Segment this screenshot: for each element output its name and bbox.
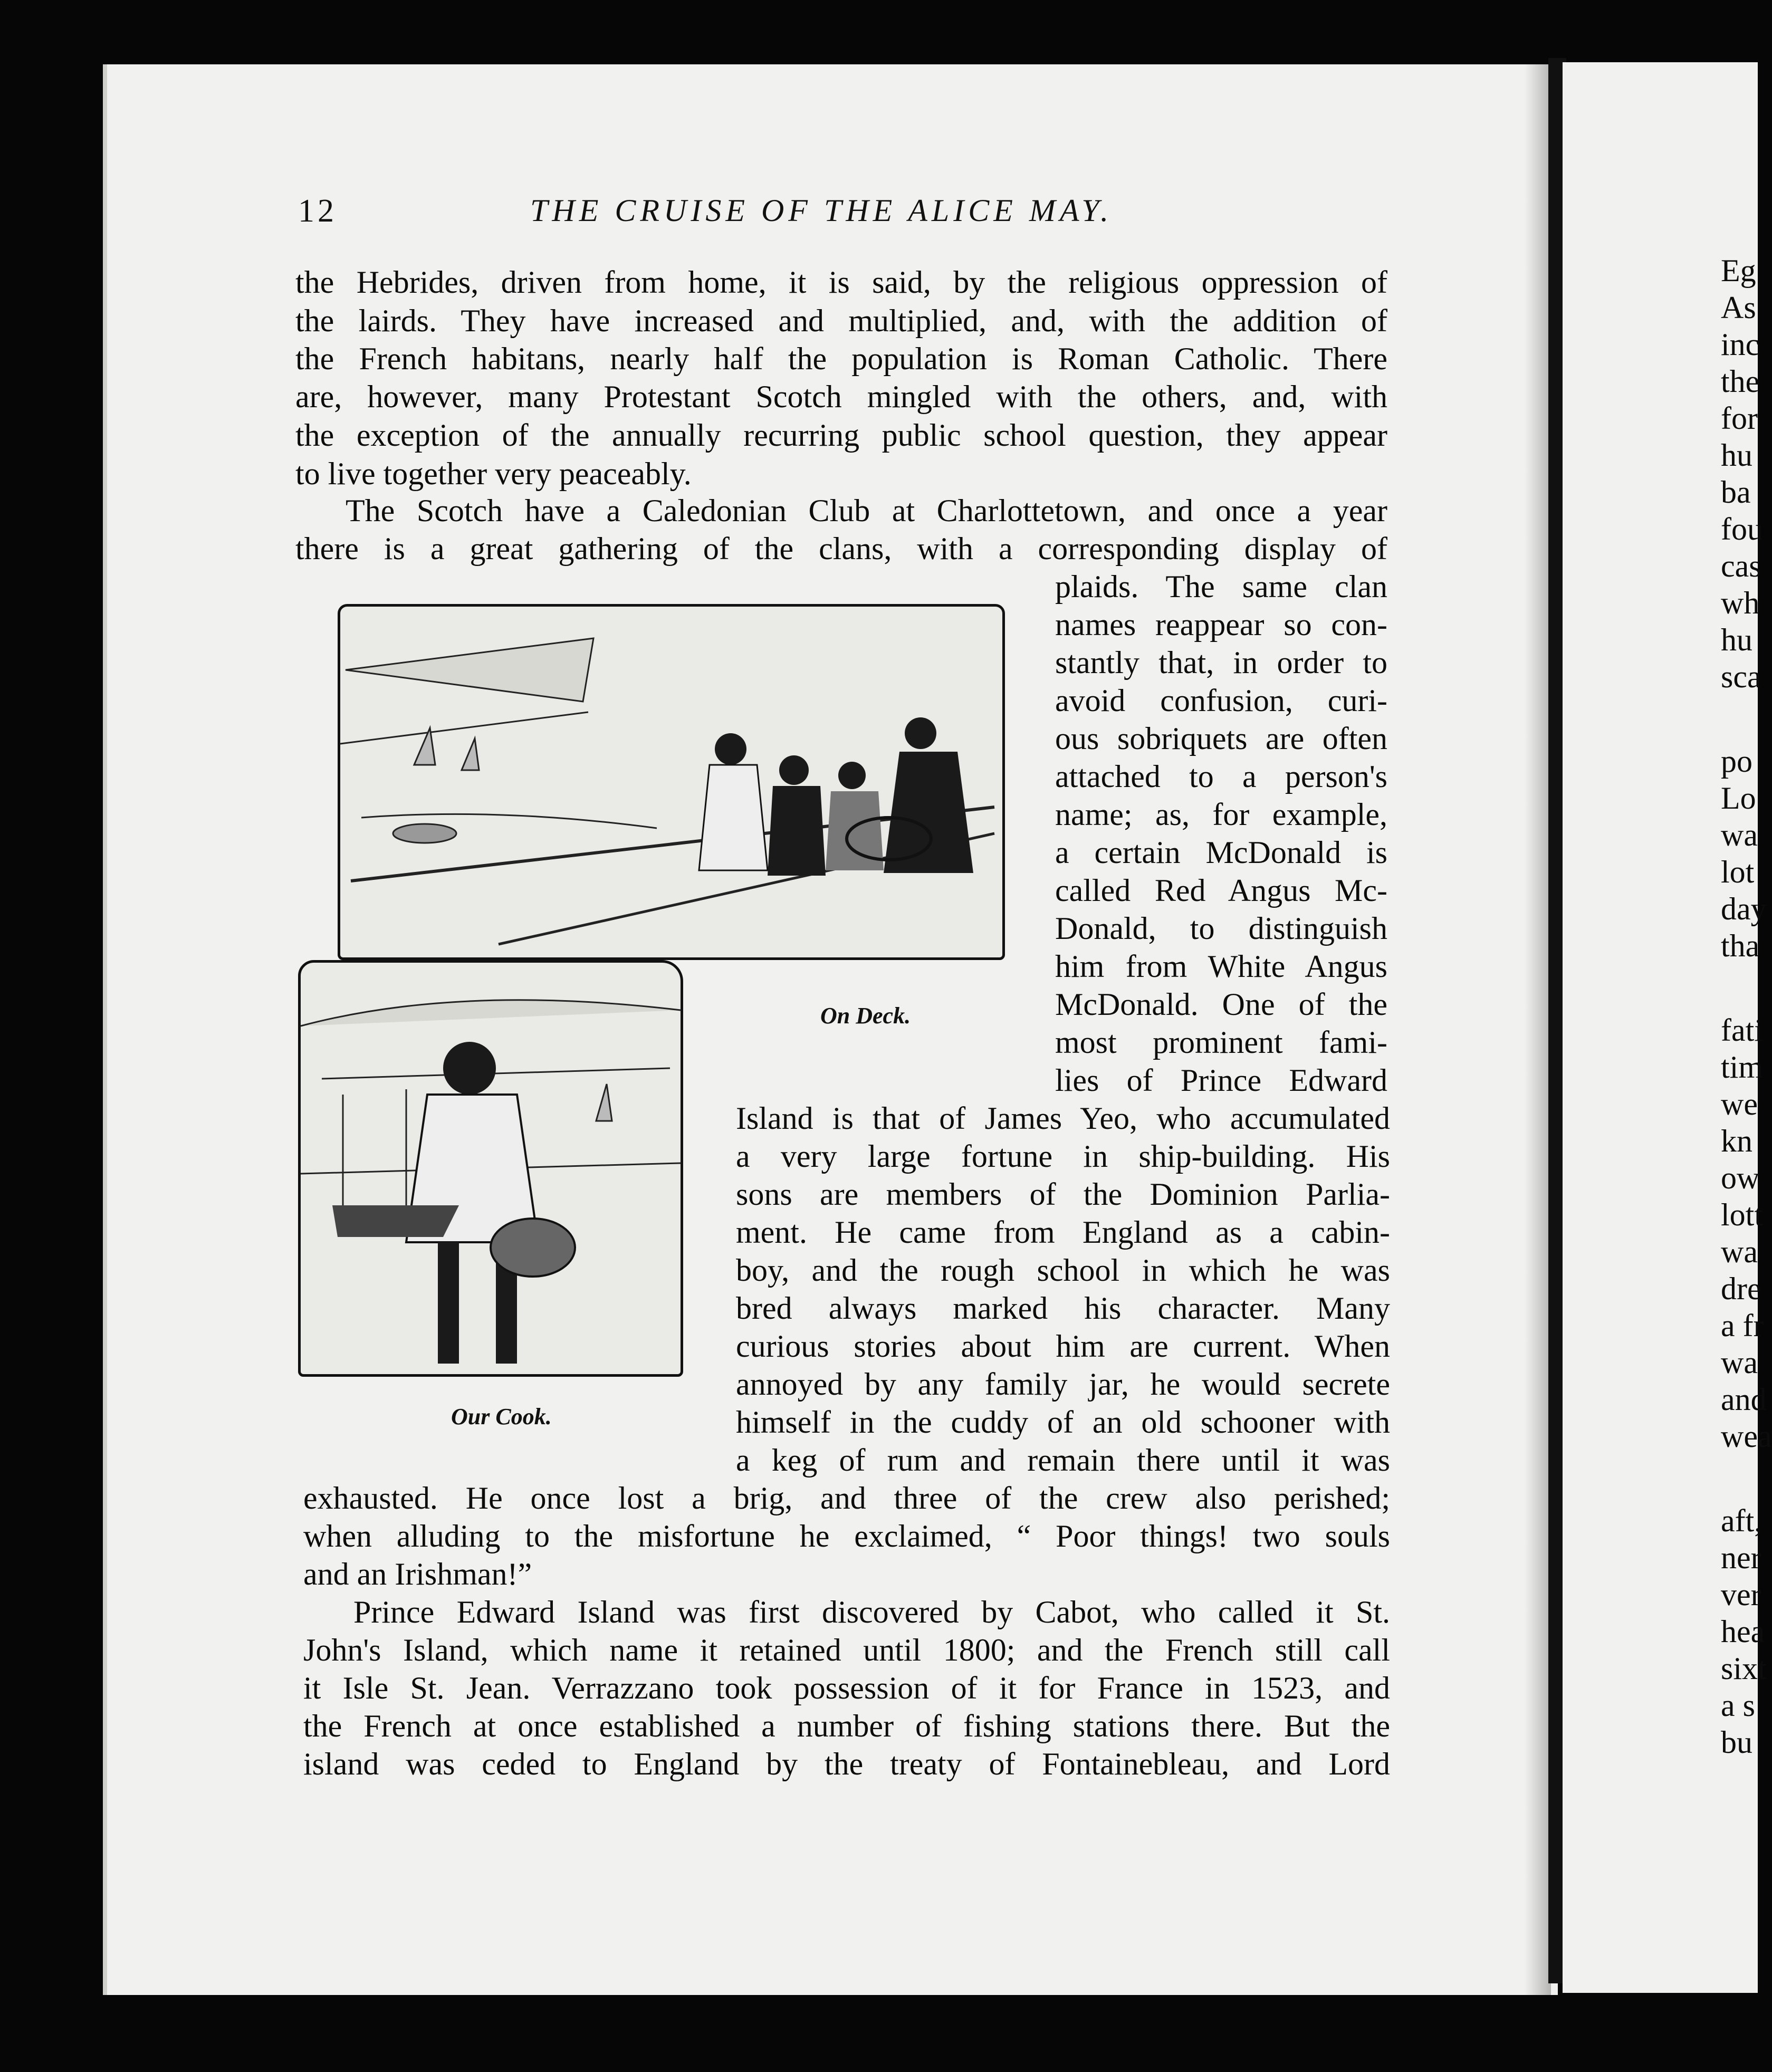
right-page-fragment: ow xyxy=(1721,1160,1760,1195)
right-page-fragment: po xyxy=(1721,744,1752,779)
right-page-fragment: for xyxy=(1721,401,1758,436)
text-line: The Scotch have a Caledonian Club at Charlottetown, and once a year xyxy=(346,493,1387,528)
right-page-fragment: inc xyxy=(1721,327,1760,362)
right-page-fragment: wh xyxy=(1721,586,1760,620)
text-line: there is a great gathering of the clans, with a corresponding display of xyxy=(295,531,1387,566)
text-line: the French at once established a number of fishing stations there. But the xyxy=(303,1709,1390,1743)
text-line: name; as, for example, xyxy=(1055,797,1387,832)
right-page-fragment: ner xyxy=(1721,1540,1761,1575)
text-line: attached to a person's xyxy=(1055,759,1387,794)
right-page-fragment: sixt xyxy=(1721,1651,1767,1686)
text-line: names reappear so con- xyxy=(1055,607,1387,642)
sailing-scene-drawing xyxy=(340,607,1002,957)
text-line: the lairds. They have increased and multiplied, and, with the addition of xyxy=(295,303,1387,338)
text-line: avoid confusion, curi- xyxy=(1055,683,1387,718)
right-page-fragment: and xyxy=(1721,1382,1767,1417)
right-page-fragment: lott xyxy=(1721,1197,1764,1232)
text-line: a very large fortune in ship-building. His xyxy=(736,1139,1390,1174)
text-line: Island is that of James Yeo, who accumulated xyxy=(736,1101,1390,1136)
text-line: sons are members of the Dominion Parlia- xyxy=(736,1177,1390,1212)
on-deck-caption: On Deck. xyxy=(820,1003,911,1029)
right-page-fragment: fati xyxy=(1721,1013,1763,1048)
page-header xyxy=(298,193,1416,240)
text-line: Prince Edward Island was first discovered by Cabot, who called it St. xyxy=(353,1595,1390,1629)
text-line: the Hebrides, driven from home, it is said, by the religious oppression of xyxy=(295,265,1387,300)
text-line: bred always marked his character. Many xyxy=(736,1291,1390,1326)
right-page-fragment: wa xyxy=(1721,1345,1758,1380)
text-line: annoyed by any family jar, he would secrete xyxy=(736,1367,1390,1402)
text-line: plaids. The same clan xyxy=(1055,569,1387,604)
text-line: island was ceded to England by the treaty of Fontainebleau, and Lord xyxy=(303,1747,1390,1781)
text-line: John's Island, which name it retained until 1800; and the French still call xyxy=(303,1633,1390,1667)
text-line: stantly that, in order to xyxy=(1055,645,1387,680)
right-page-fragment: wa xyxy=(1721,1234,1758,1269)
right-page-fragment: lot xyxy=(1721,855,1755,889)
our-cook-illustration xyxy=(298,960,683,1377)
text-line: exhausted. He once lost a brig, and three of the crew also perished; xyxy=(303,1481,1390,1515)
right-page-fragment: wea xyxy=(1721,1419,1772,1454)
gutter-shadow xyxy=(1525,64,1551,1995)
text-line: him from White Angus xyxy=(1055,949,1387,984)
right-page-fragment: kn xyxy=(1721,1124,1752,1158)
text-line: to live together very peaceably. xyxy=(295,456,692,491)
text-line: ment. He came from England as a cabin- xyxy=(736,1215,1390,1250)
right-page-fragment: fou xyxy=(1721,512,1763,546)
right-page-fragment: ver xyxy=(1721,1577,1761,1612)
text-line: when alluding to the misfortune he exclaimed, “ Poor things! two souls xyxy=(303,1519,1390,1553)
right-page-fragment: wa xyxy=(1721,818,1758,852)
text-line: most prominent fami- xyxy=(1055,1025,1387,1060)
text-line: a certain McDonald is xyxy=(1055,835,1387,870)
right-page-fragment: cas xyxy=(1721,549,1761,583)
text-line: ous sobriquets are often xyxy=(1055,721,1387,756)
right-page-fragment: aft, xyxy=(1721,1503,1763,1538)
right-page-fragment: hu xyxy=(1721,438,1752,473)
page-number: 12 xyxy=(298,193,337,229)
text-line: a keg of rum and remain there until it was xyxy=(736,1443,1390,1478)
text-line: boy, and the rough school in which he was xyxy=(736,1253,1390,1288)
text-line: it Isle St. Jean. Verrazzano took possession of it for France in 1523, and xyxy=(303,1671,1390,1705)
right-page-fragment: tha xyxy=(1721,928,1760,963)
text-line: the exception of the annually recurring public school question, they appear xyxy=(295,418,1387,453)
text-line: Donald, to distinguish xyxy=(1055,911,1387,946)
text-line: the French habitans, nearly half the population is Roman Catholic. There xyxy=(295,341,1387,376)
right-page-fragment: ba xyxy=(1721,475,1751,510)
right-page-fragment: As xyxy=(1721,290,1756,325)
text-line: lies of Prince Edward xyxy=(1055,1063,1387,1098)
right-page-fragment: tim xyxy=(1721,1050,1764,1085)
right-page-fragment: the xyxy=(1721,364,1760,399)
text-line: are, however, many Protestant Scotch mingled with the others, and, with xyxy=(295,379,1387,414)
text-line: called Red Angus Mc- xyxy=(1055,873,1387,908)
on-deck-illustration xyxy=(338,604,1005,960)
right-page-fragment: Lo xyxy=(1721,781,1756,816)
right-page-fragment: dre xyxy=(1721,1271,1761,1306)
right-page xyxy=(1563,62,1772,1993)
text-line: himself in the cuddy of an old schooner with xyxy=(736,1405,1390,1440)
right-page-fragment: hu xyxy=(1721,622,1752,657)
text-line: curious stories about him are current. When xyxy=(736,1329,1390,1364)
running-title: THE CRUISE OF THE ALICE MAY. xyxy=(530,193,1113,228)
right-page-fragment: a fr xyxy=(1721,1308,1764,1343)
right-page-fragment: hea xyxy=(1721,1614,1765,1649)
right-page-fragment: Eg xyxy=(1721,253,1756,288)
right-page-fragment: day xyxy=(1721,891,1767,926)
right-page-fragment: bu xyxy=(1721,1725,1752,1760)
text-line: McDonald. One of the xyxy=(1055,987,1387,1022)
right-page-fragment: a s xyxy=(1721,1688,1755,1723)
text-line: and an Irishman!” xyxy=(303,1557,532,1591)
right-page-fragment: sca xyxy=(1721,659,1761,694)
right-page-fragment: we xyxy=(1721,1087,1758,1121)
our-cook-caption: Our Cook. xyxy=(451,1404,552,1430)
cook-scene-drawing xyxy=(301,963,681,1374)
